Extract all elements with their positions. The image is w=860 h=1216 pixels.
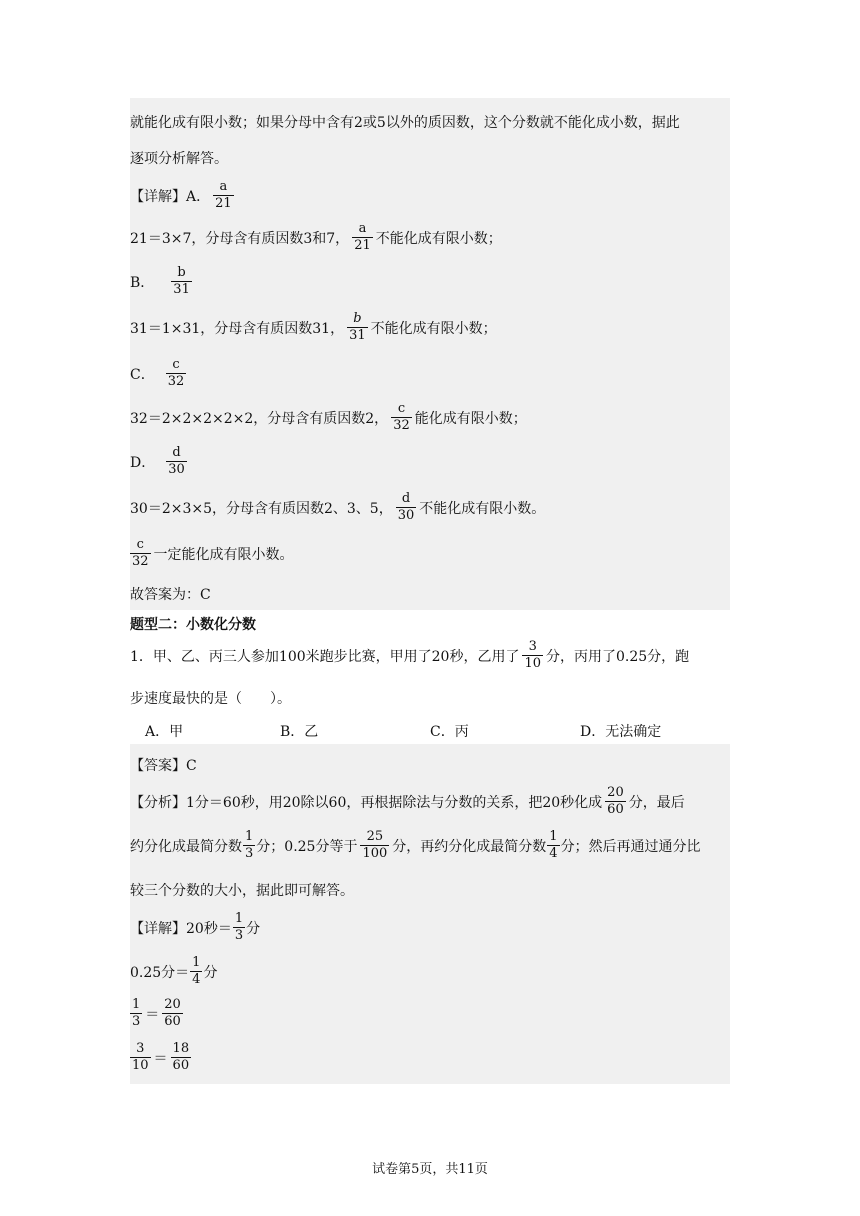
option-c[interactable]: C．丙 bbox=[430, 724, 469, 740]
section-title: 题型二：小数化分数 bbox=[130, 617, 256, 633]
fraction-25-100: $\frac{25}{100}$ bbox=[362, 829, 388, 862]
a-analysis-row bbox=[130, 222, 502, 254]
analysis-text-2b: 分；0.25分等于 bbox=[256, 838, 358, 855]
fraction-1-3: $\frac{1}{3}$ bbox=[245, 829, 254, 862]
detail-text-2: 0.25分＝ bbox=[130, 964, 190, 981]
detail-text-1: 【详解】20秒＝ bbox=[130, 920, 232, 937]
option-c-row bbox=[130, 358, 189, 390]
option-b-row bbox=[130, 266, 195, 298]
fraction-1-4: $\frac{1}{4}$ bbox=[549, 829, 558, 862]
fraction-1-3-detail: $\frac{1}{3}$ bbox=[234, 911, 244, 944]
analysis-text-2c: 分，再约分化成最简分数 bbox=[392, 838, 547, 855]
equation-3-10-18-60 bbox=[130, 1042, 194, 1074]
fraction-b-31-inline: $\frac{b}{31}$ bbox=[349, 311, 366, 344]
d-text: 30＝2×3×5，分母含有质因数2、3、5， bbox=[130, 500, 393, 517]
fraction-c-32: $\frac{c}{32}$ bbox=[167, 357, 185, 390]
b-text-end: 不能化成有限小数； bbox=[370, 320, 497, 337]
solution-background-top bbox=[130, 98, 730, 610]
question-line-2: 步速度最快的是（ ）。 bbox=[130, 691, 291, 707]
equation-1-3-20-60 bbox=[130, 998, 186, 1030]
conclusion-row bbox=[130, 538, 294, 570]
detail-label: 【详解】A． bbox=[130, 188, 211, 205]
detail-text-2-end: 分 bbox=[203, 964, 218, 981]
question-text-end: 分，丙用了0.25分，跑 bbox=[546, 648, 690, 665]
conclusion-text: 一定能化成有限小数。 bbox=[153, 546, 294, 563]
analysis-text-2d: 分；然后再通过通分比 bbox=[560, 838, 701, 855]
fraction-20-60-eq: $\frac{20}{60}$ bbox=[164, 997, 181, 1030]
final-answer: 故答案为：C bbox=[130, 587, 211, 603]
fraction-3-10-eq: $\frac{3}{10}$ bbox=[132, 1041, 149, 1074]
d-label: D． bbox=[130, 454, 156, 471]
d-analysis-row bbox=[130, 492, 545, 524]
equals-sign: ＝ bbox=[145, 1006, 160, 1023]
detail-text-1-end: 分 bbox=[246, 920, 261, 937]
a-text-end: 不能化成有限小数； bbox=[375, 230, 502, 247]
b-text: 31＝1×31，分母含有质因数31， bbox=[130, 320, 345, 337]
analysis-text-2a: 约分化成最简分数 bbox=[130, 838, 242, 855]
c-label: C． bbox=[130, 366, 155, 383]
detail-line-1 bbox=[130, 912, 260, 944]
fraction-c-32-inline: $\frac{c}{32}$ bbox=[393, 401, 410, 434]
option-d-row bbox=[130, 446, 190, 478]
analysis-text-1-end: 分，最后 bbox=[628, 794, 685, 811]
equals-sign-2: ＝ bbox=[153, 1050, 168, 1067]
detail-line-2 bbox=[130, 956, 217, 988]
option-b[interactable]: B．乙 bbox=[280, 724, 319, 740]
page-footer: 试卷第5页，共11页 bbox=[372, 1162, 488, 1177]
fraction-20-60: $\frac{20}{60}$ bbox=[607, 785, 624, 818]
analysis-line-3: 较三个分数的大小，据此即可解答。 bbox=[130, 883, 354, 899]
question-line-1 bbox=[130, 640, 689, 672]
analysis-line-1 bbox=[130, 786, 685, 818]
c-text: 32＝2×2×2×2×2，分母含有质因数2， bbox=[130, 410, 389, 427]
c-text-end: 能化成有限小数； bbox=[414, 410, 527, 427]
fraction-b-31: $\frac{b}{31}$ bbox=[173, 265, 190, 298]
rule-line-2: 逐项分析解答。 bbox=[130, 151, 228, 167]
fraction-d-30: $\frac{d}{30}$ bbox=[168, 445, 185, 478]
analysis-line-2 bbox=[130, 830, 701, 862]
answer-line: 【答案】C bbox=[130, 758, 197, 774]
fraction-a-21-inline: $\frac{a}{21}$ bbox=[354, 221, 371, 254]
fraction-18-60: $\frac{18}{60}$ bbox=[172, 1041, 190, 1074]
analysis-text-1: 【分析】1分＝60秒，用20除以60，再根据除法与分数的关系，把20秒化成 bbox=[130, 794, 603, 811]
detail-a-row bbox=[130, 180, 237, 212]
option-d[interactable]: D．无法确定 bbox=[580, 724, 662, 740]
fraction-1-3-eq: $\frac{1}{3}$ bbox=[132, 997, 141, 1030]
fraction-a-21: $\frac{a}{21}$ bbox=[215, 179, 232, 212]
b-analysis-row bbox=[130, 312, 497, 344]
fraction-c-32-conclusion: $\frac{c}{32}$ bbox=[132, 537, 149, 570]
a-text: 21＝3×7，分母含有质因数3和7， bbox=[130, 230, 350, 247]
d-text-end: 不能化成有限小数。 bbox=[419, 500, 546, 517]
option-a[interactable]: A．甲 bbox=[145, 724, 184, 740]
rule-line: 就能化成有限小数；如果分母中含有2或5以外的质因数，这个分数就不能化成小数，据此 bbox=[130, 115, 680, 131]
fraction-d-30-inline: $\frac{d}{30}$ bbox=[397, 491, 415, 524]
fraction-1-4-detail: $\frac{1}{4}$ bbox=[192, 955, 201, 988]
question-text: 1．甲、乙、丙三人参加100米跑步比赛，甲用了20秒，乙用了 bbox=[130, 648, 520, 665]
c-analysis-row bbox=[130, 402, 527, 434]
fraction-3-10: $\frac{3}{10}$ bbox=[524, 639, 541, 672]
b-label: B． bbox=[130, 274, 155, 291]
